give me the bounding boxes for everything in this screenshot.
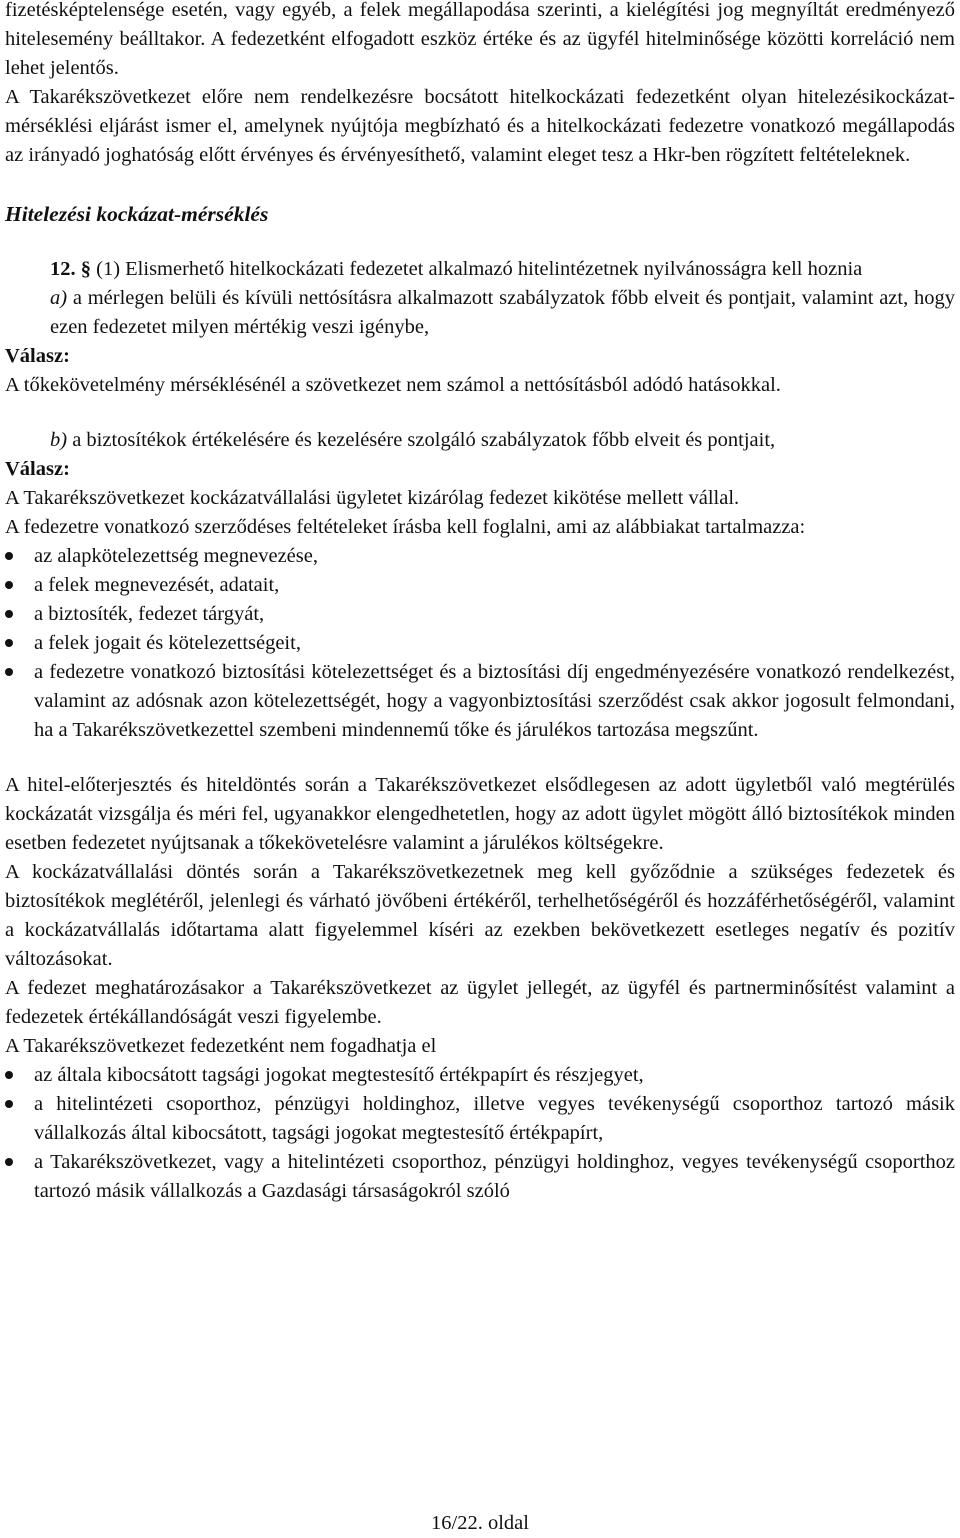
bullet-icon <box>5 610 13 618</box>
item-a-marker: a) <box>50 287 68 309</box>
item-b <box>5 426 955 455</box>
loan-paragraph: A hitel-előterjesztés és hiteldöntés során a Takarékszövetkezet elsődlegesen az adott ügyletből való megtérülés kockázatát vizsgálja és méri fel, ugyanakkor elengedhetetlen, hogy az adott ügylet mögött álló biztosítékok minden esetben fedezetet nyújtsanak a tőkekövetelésre valamint a járulékos költségekre. <box>5 774 955 854</box>
bullet-icon <box>5 1100 13 1108</box>
section-heading: Hitelezési kockázat-mérséklés <box>5 202 269 226</box>
not-accept-paragraph: A Takarékszövetkezet fedezetként nem fogadhatja el <box>5 1035 437 1057</box>
answer-label-b: Válasz: <box>5 458 70 480</box>
item-a <box>5 284 955 342</box>
collateral-paragraph: A fedezet meghatározásakor a Takarékszövetkezet az ügylet jellegét, az ügyfél és partnerminősítést valamint a fedezetek értékállandóságát veszi figyelembe. <box>5 977 955 1028</box>
answer-b-line2: A fedezetre vonatkozó szerződéses feltételeket írásba kell foglalni, ami az alábbiakat tartalmazza: <box>5 516 806 538</box>
section-sign: § <box>80 258 91 280</box>
list-item: az alapkötelezettség megnevezése, <box>5 542 955 571</box>
list-item: a felek jogait és kötelezettségeit, <box>5 629 955 658</box>
list-item: a Takarékszövetkezet, vagy a hitelintézeti csoporthoz, pénzügyi holdinghoz, vegyes tevékenységű csoporthoz tartozó másik vállalkozás a Gazdasági társaságokról szóló <box>5 1148 955 1206</box>
answer-label-a: Válasz: <box>5 345 70 367</box>
bullet-icon <box>5 668 13 676</box>
not-accept-list <box>5 1061 955 1206</box>
bullet-icon <box>5 581 13 589</box>
clause-text: (1) Elismerhető hitelkockázati fedezetet alkalmazó hitelintézetnek nyilvánosságra kell hoznia <box>96 258 863 280</box>
list-item: a biztosíték, fedezet tárgyát, <box>5 600 955 629</box>
item-a-text: a mérlegen belüli és kívüli nettósításra alkalmazott szabályzatok főbb elveit és pontjait, valamint azt, hogy ezen fedezetet milyen mértékig veszi igénybe, <box>50 287 955 338</box>
item-b-marker: b) <box>50 429 68 451</box>
document-body <box>5 0 955 1206</box>
list-item: a felek megnevezését, adatait, <box>5 571 955 600</box>
risk-paragraph: A kockázatvállalási döntés során a Takarékszövetkezetnek meg kell győződnie a szükséges fedezetek és biztosítékok meglétéről, jelenlegi és várható jövőbeni értékéről, terhelhetőségéről és hozzáférhetőségéről, valamint a kockázatvállalás időtartama alatt figyelemmel kíséri az ezekben bekövetkezett esetleges negatív és pozitív változásokat. <box>5 861 955 970</box>
bullet-icon <box>5 552 13 560</box>
list-item: a hitelintézeti csoporthoz, pénzügyi holdinghoz, illetve vegyes tevékenységű csoporthoz tartozó másik vállalkozás által kibocsátott, tagsági jogokat megtestesítő értékpapírt, <box>5 1090 955 1148</box>
clause-number: 12. <box>50 258 76 280</box>
list-item: az általa kibocsátott tagsági jogokat megtestesítő értékpapírt és részjegyet, <box>5 1061 955 1090</box>
list-item: a fedezetre vonatkozó biztosítási kötelezettséget és a biztosítási díj engedményezésére vonatkozó rendelkezést, valamint az adósnak azon kötelezettségét, hogy a vagyonbiztosítási szerződést csak akkor jogosult felmondani, ha a Takarékszövetkezettel szembeni mindennemű tőke és járulékos tartozása megszűnt. <box>5 658 955 745</box>
clause-12 <box>5 255 955 284</box>
page-number-footer: 16/22. oldal <box>431 1512 529 1534</box>
bullet-icon <box>5 1158 13 1166</box>
bullet-icon <box>5 639 13 647</box>
bullet-icon <box>5 1071 13 1079</box>
answer-b-line1: A Takarékszövetkezet kockázatvállalási ügyletet kizárólag fedezet kikötése mellett vállal. <box>5 487 740 509</box>
intro-paragraph: fizetésképtelensége esetén, vagy egyéb, a felek megállapodása szerinti, a kielégítési jog megnyíltát eredményező hitelesemény beálltakor. A fedezetként elfogadott eszköz értéke és az ügyfél hitelminősége közötti korreláció nem lehet jelentős. <box>5 0 955 79</box>
answer-a-text: A tőkekövetelmény mérséklésénél a szövetkezet nem számol a nettósításból adódó hatásokkal. <box>5 374 781 396</box>
second-paragraph: A Takarékszövetkezet előre nem rendelkezésre bocsátott hitelkockázati fedezetként olyan hitelezésikockázat-mérséklési eljárást ismer el, amelynek nyújtója megbízható és a hitelkockázati fedezetre vonatkozó megállapodás az irányadó joghatóság előtt érvényes és érvényesíthető, valamint eleget tesz a Hkr-ben rögzített feltételeknek. <box>5 86 955 166</box>
contract-items-list <box>5 542 955 745</box>
item-b-text: a biztosítékok értékelésére és kezelésére szolgáló szabályzatok főbb elveit és pontjait, <box>72 429 776 451</box>
